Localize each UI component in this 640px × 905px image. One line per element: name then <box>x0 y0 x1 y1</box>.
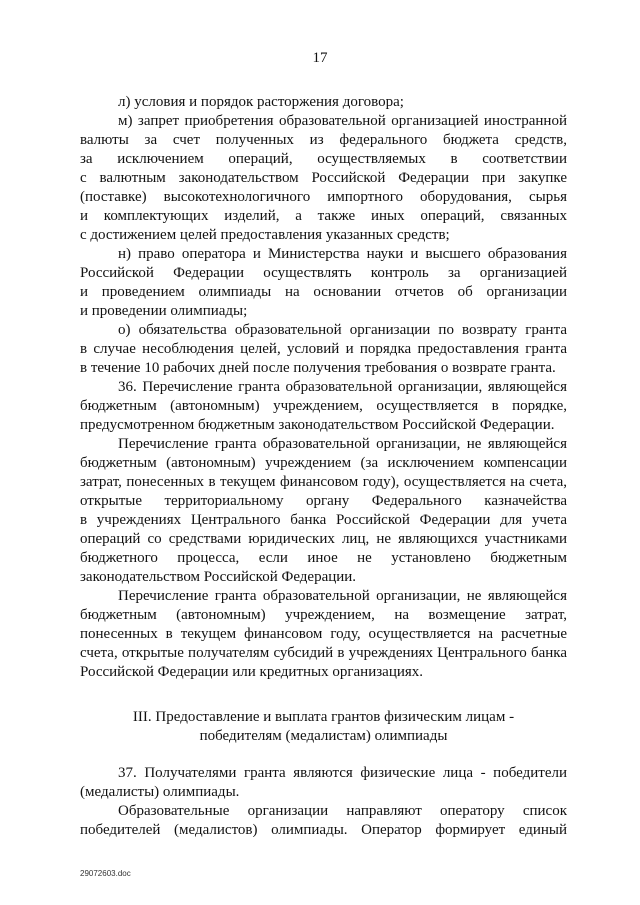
paragraph-transfer-2-line-1: Перечисление гранта образовательной организации, не являющейся <box>118 588 567 604</box>
paragraph-37-line-1: 37. Получателями гранта являются физические лица - победители <box>118 765 567 781</box>
paragraph-transfer-1-line-5: в учреждениях Центрального банка Российской Федерации для учета <box>80 512 567 528</box>
paragraph-transfer-1-line-1: Перечисление гранта образовательной организации, не являющейся <box>118 436 567 452</box>
paragraph-transfer-2-line-2: бюджетным (автономным) учреждением, на возмещение затрат, <box>80 607 567 623</box>
page-number: 17 <box>312 50 328 66</box>
footer-filename: 29072603.doc <box>80 869 131 878</box>
paragraph-list-line-2: победителей (медалистов) олимпиады. Оператор формирует единый <box>80 822 567 838</box>
list-item-m-line-3: за исключением операций, осуществляемых в соответствии <box>80 151 567 167</box>
list-item-l: л) условия и порядок расторжения договора; <box>118 94 404 110</box>
paragraph-transfer-1-line-7: бюджетного процесса, если иное не установлено бюджетным <box>80 550 567 566</box>
section-heading <box>80 708 567 746</box>
paragraph-list-line-1: Образовательные организации направляют оператору список <box>118 803 567 819</box>
list-item-o-line-2: в случае несоблюдения целей, условий и порядка предоставления гранта <box>80 341 567 357</box>
paragraph-transfer-1-line-2: бюджетным (автономным) учреждением (за исключением компенсации <box>80 455 567 471</box>
body-text-block-1 <box>80 93 567 682</box>
paragraph-36-line-1: 36. Перечисление гранта образовательной организации, являющейся <box>118 379 567 395</box>
paragraph-36-line-2: бюджетным (автономным) учреждением, осуществляется в порядке, <box>80 398 567 414</box>
list-item-o-line-1: о) обязательства образовательной организации по возврату гранта <box>118 322 567 338</box>
paragraph-transfer-2-line-4: счета, открытые получателям субсидий в учреждениях Центрального банка <box>80 645 567 661</box>
paragraph-transfer-1-line-8: законодательством Российской Федерации. <box>80 569 357 585</box>
list-item-n-line-4: и проведении олимпиады; <box>80 303 248 319</box>
list-item-m-line-6: и комплектующих изделий, а также иных операций, связанных <box>80 208 567 224</box>
list-item-n-line-3: и проведением олимпиады на основании отчетов об организации <box>80 284 567 300</box>
paragraph-transfer-1-line-6: операций со средствами юридических лиц, не являющихся участниками <box>80 531 567 547</box>
list-item-n-line-2: Российской Федерации осуществлять контроль за организацией <box>80 265 567 281</box>
paragraph-transfer-2-line-5: Российской Федерации или кредитных организациях. <box>80 664 424 680</box>
list-item-o-line-3: в течение 10 рабочих дней после получения требования о возврате гранта. <box>80 360 556 376</box>
paragraph-transfer-2-line-3: понесенных в текущем финансовом году, осуществляется на расчетные <box>80 626 567 642</box>
list-item-n-line-1: н) право оператора и Министерства науки и высшего образования <box>118 246 567 262</box>
list-item-m-line-7: с достижением целей предоставления указанных средств; <box>80 227 450 243</box>
list-item-m-line-5: (поставке) высокотехнологичного импортного оборудования, сырья <box>80 189 567 205</box>
section-heading-line-2: победителям (медалистам) олимпиады <box>199 728 448 744</box>
paragraph-transfer-1-line-3: затрат, понесенных в текущем финансовом году), осуществляется на счета, <box>80 474 567 490</box>
paragraph-transfer-1-line-4: открытые территориальному органу Федерального казначейства <box>80 493 567 509</box>
paragraph-37-line-2: (медалисты) олимпиады. <box>80 784 240 800</box>
list-item-m-line-1: м) запрет приобретения образовательной организацией иностранной <box>118 113 567 129</box>
list-item-m-line-2: валюты за счет полученных из федерального бюджета средств, <box>80 132 567 148</box>
body-text-block-2 <box>80 764 567 840</box>
list-item-m-line-4: с валютным законодательством Российской Федерации при закупке <box>80 170 567 186</box>
section-heading-line-1: III. Предоставление и выплата грантов физическим лицам - <box>132 709 515 725</box>
paragraph-36-line-3: предусмотренном бюджетным законодательством Российской Федерации. <box>80 417 555 433</box>
